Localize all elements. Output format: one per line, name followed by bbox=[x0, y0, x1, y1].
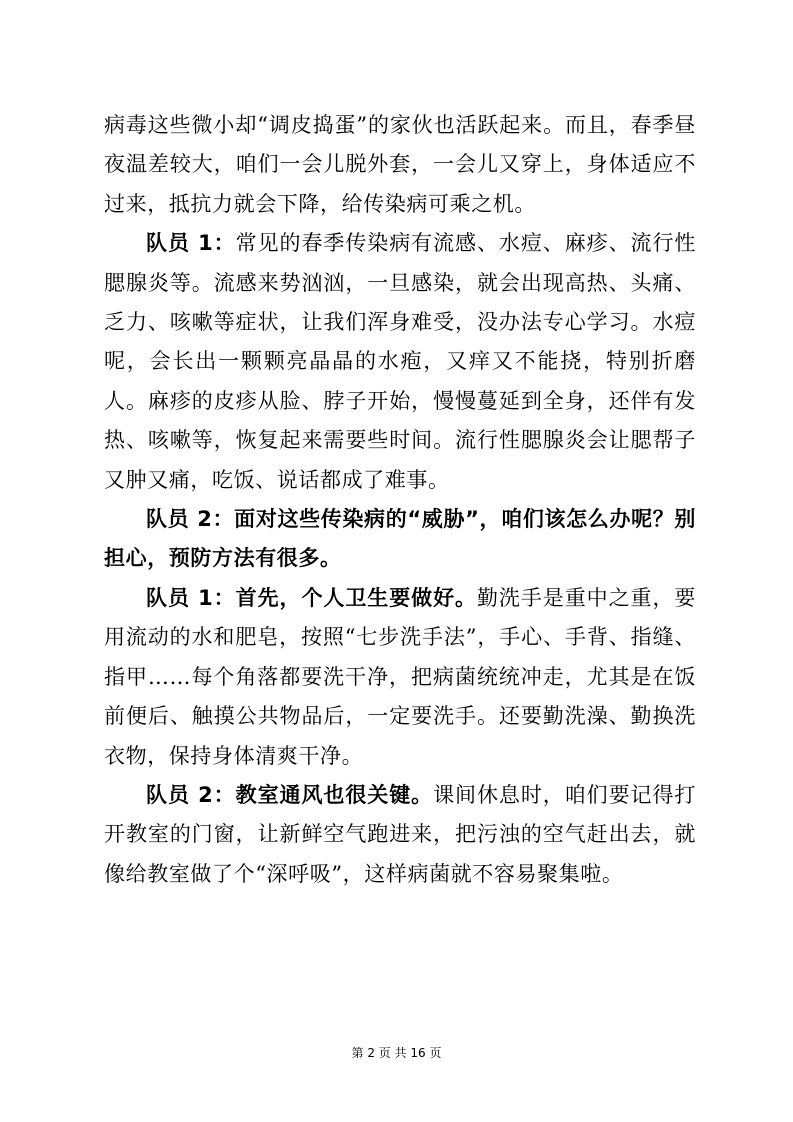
document-body bbox=[104, 106, 696, 894]
paragraph-text: 常见的春季传染病有流感、水痘、麻疹、流行性腮腺炎等。流感来势汹汹，一旦感染，就会出现高热、头痛、乏力、咳嗽等症状，让我们浑身难受，没办法专心学习。水痘呢，会长出一颗颗亮晶晶的水疱，又痒又不能挠，特别折磨人。麻疹的皮疹从脸、脖子开始，慢慢蔓延到全身，还伴有发热、咳嗽等，恢复起来需要些时间。流行性腮腺炎会让腮帮子又肿又痛，吃饭、说话都成了难事。 bbox=[104, 231, 696, 492]
speaker-label: 队员 1： bbox=[146, 231, 236, 256]
page-number-label: 第 2 页 共 16 页 bbox=[351, 1046, 442, 1060]
paragraph-text: 勤洗手是重中之重，要用流动的水和肥皂，按照“七步洗手法”，手心、手背、指缝、指甲……每个角落都要洗干净，把病菌统统冲走，尤其是在饭前便后、触摸公共物品后，一定要洗手。还要勤洗澡、勤换洗衣物，保持身体清爽干净。 bbox=[104, 585, 696, 768]
lead-sentence: 教室通风也很关键。 bbox=[235, 782, 434, 807]
paragraph-member1-diseases bbox=[104, 224, 696, 500]
speaker-label: 队员 1： bbox=[146, 585, 236, 610]
paragraph-text: 病毒这些微小却“调皮捣蛋”的家伙也活跃起来。而且，春季昼夜温差较大，咱们一会儿脱外套，一会儿又穿上，身体适应不过来，抵抗力就会下降，给传染病可乘之机。 bbox=[104, 113, 696, 216]
paragraph-member2-question bbox=[104, 500, 696, 579]
paragraph-text: 课间休息时，咱们要记得打开教室的门窗，让新鲜空气跑进来，把污浊的空气赶出去，就像给教室做了个“深呼吸”，这样病菌就不容易聚集啦。 bbox=[104, 782, 696, 886]
lead-sentence: 首先，个人卫生要做好。 bbox=[235, 585, 477, 610]
page-footer bbox=[0, 1044, 793, 1061]
paragraph-continuation bbox=[104, 106, 696, 224]
paragraph-member1-hygiene bbox=[104, 579, 696, 776]
paragraph-member2-ventilation bbox=[104, 776, 696, 894]
speaker-label: 队员 2： bbox=[146, 782, 236, 807]
paragraph-text: 队员 2：面对这些传染病的“威胁”，咱们该怎么办呢？别担心，预防方法有很多。 bbox=[104, 507, 696, 571]
